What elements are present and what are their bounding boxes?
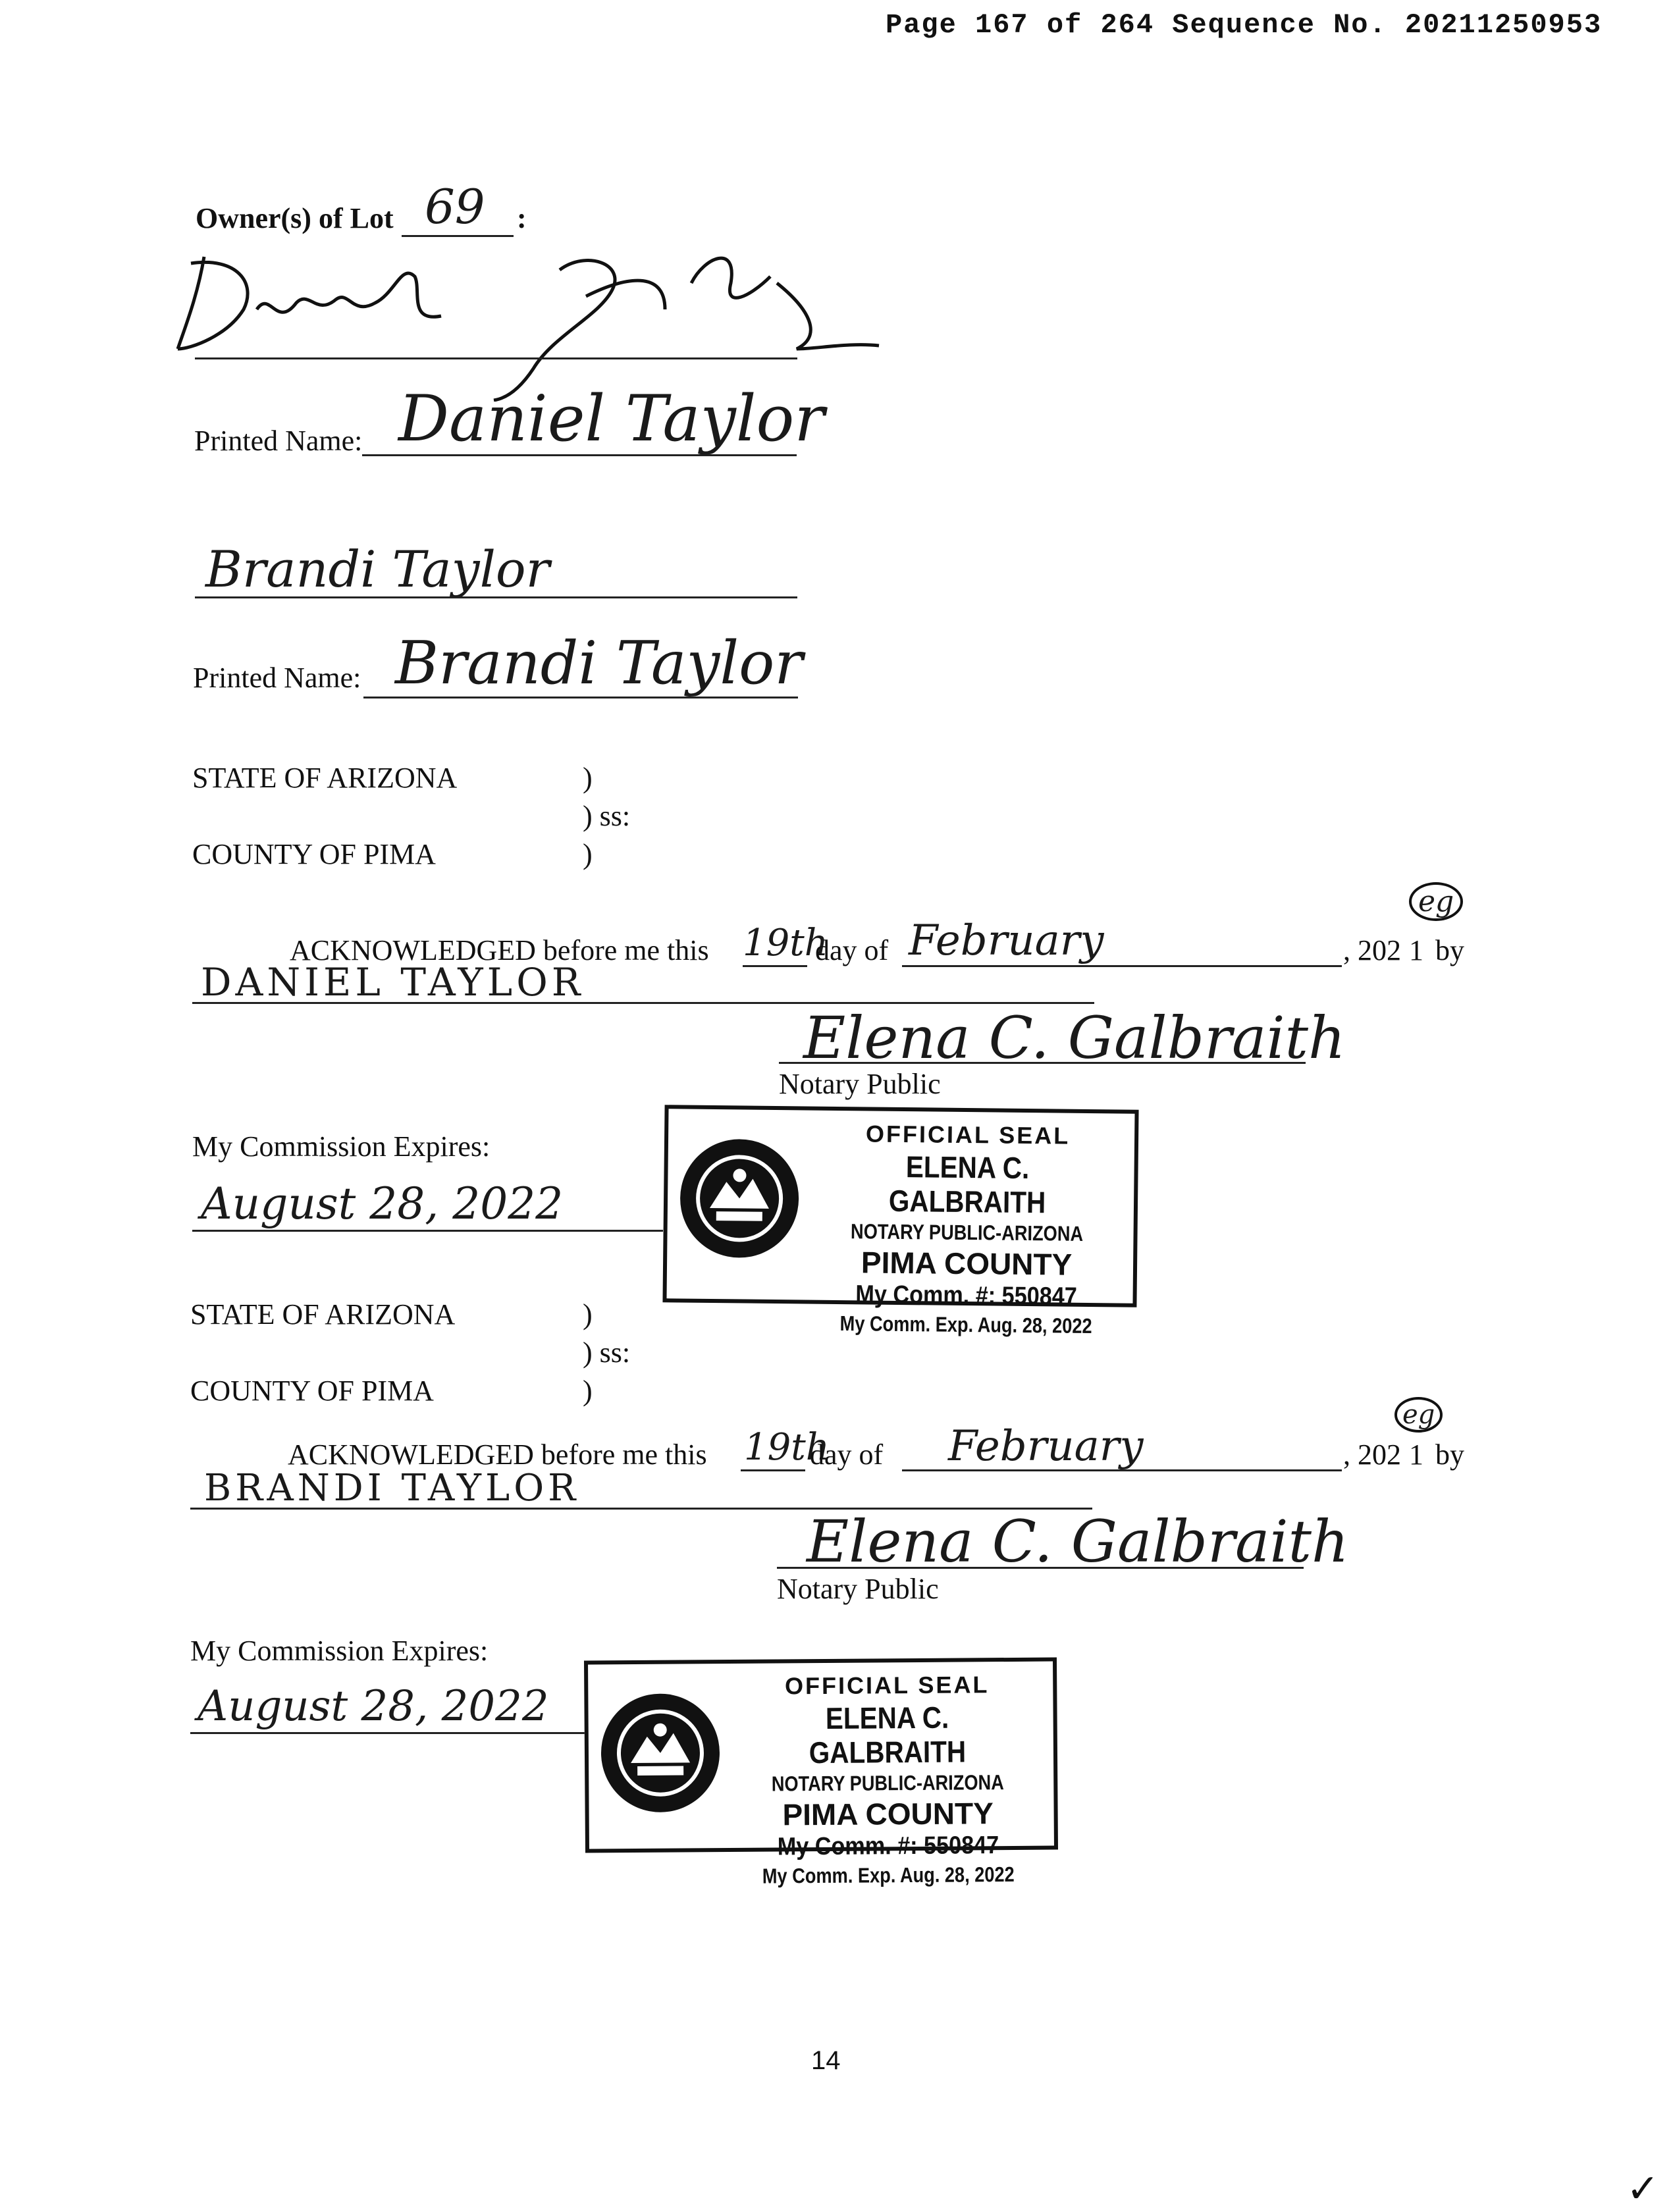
ack2-commission-date: August 28, 2022: [198, 1682, 549, 1731]
ack2-month-handwritten: February: [948, 1422, 1144, 1471]
ack2-day-of: day of: [810, 1438, 884, 1471]
notary-seal-stamp-1: [662, 1105, 1138, 1338]
ack1-commission-line: [192, 1230, 663, 1232]
ack1-year-prefix: , 202: [1343, 934, 1401, 966]
check-mark-icon: ✓: [1626, 2167, 1660, 2211]
arizona-seal-emblem-icon: [676, 1135, 803, 1261]
ack1-paren-1: ): [583, 762, 593, 794]
printed-name-label-1: Printed Name:: [194, 425, 363, 457]
ack2-ss: ) ss:: [583, 1336, 631, 1369]
ack1-paren-2: ): [583, 838, 593, 870]
seal2-line-comm-number: My Comm. #: 550847: [777, 1831, 999, 1861]
ack1-commission-date: August 28, 2022: [201, 1178, 564, 1229]
owner-lot-label: Owner(s) of Lot: [196, 202, 394, 234]
ack2-person-handwritten: BRANDI TAYLOR: [204, 1467, 580, 1510]
seal1-line-notary: NOTARY PUBLIC-ARIZONA: [850, 1219, 1084, 1246]
seal2-line-notary: NOTARY PUBLIC-ARIZONA: [771, 1770, 1004, 1796]
ack2-notary-label: Notary Public: [777, 1573, 939, 1605]
ack1-day-of: day of: [815, 934, 889, 966]
ack2-day-handwritten: 19th: [744, 1426, 830, 1469]
seal2-line-official: OFFICIAL SEAL: [784, 1671, 990, 1700]
seal1-line-comm-exp: My Comm. Exp. Aug. 28, 2022: [839, 1311, 1092, 1338]
ack2-paren-1: ): [583, 1298, 593, 1330]
ack2-county: COUNTY OF PIMA: [190, 1375, 434, 1407]
seal2-line-county: PIMA COUNTY: [782, 1796, 994, 1832]
ack2-text: ACKNOWLEDGED before me this: [288, 1438, 707, 1471]
ack1-month-handwritten: February: [909, 916, 1104, 965]
ack1-by: by: [1435, 934, 1464, 966]
arizona-seal-emblem-icon: [597, 1690, 723, 1816]
ack1-initials: eg: [1409, 882, 1463, 921]
seal2-line-name: ELENA C. GALBRAITH: [809, 1700, 967, 1770]
owner-lot-colon: :: [517, 202, 527, 234]
seal1-line-comm-number: My Comm. #: 550847: [855, 1280, 1078, 1311]
ack1-notary-label: Notary Public: [779, 1068, 941, 1100]
ack1-person-handwritten: DANIEL TAYLOR: [201, 960, 585, 1005]
notary-seal-stamp-2: [584, 1657, 1058, 1888]
signature-brandi-taylor: Brandi Taylor: [205, 540, 550, 598]
seal1-line-county: PIMA COUNTY: [861, 1245, 1073, 1282]
ack1-county: COUNTY OF PIMA: [192, 838, 436, 870]
ack1-commission-label: My Commission Expires:: [192, 1130, 491, 1163]
ack1-notary-signature: Elena C. Galbraith: [803, 1004, 1346, 1072]
ack2-year-prefix: , 202: [1343, 1438, 1401, 1471]
printed-name-handwritten-1: Daniel Taylor: [398, 382, 825, 456]
ack1-day-handwritten: 19th: [743, 922, 828, 964]
ack2-day-line: [741, 1469, 805, 1471]
signature-line-1: [195, 357, 797, 359]
ack2-year-digit: 1: [1409, 1438, 1423, 1471]
ack1-ss: ) ss:: [583, 800, 631, 832]
ack2-state: STATE OF ARIZONA: [190, 1298, 456, 1330]
ack2-notary-signature: Elena C. Galbraith: [807, 1508, 1349, 1575]
seal2-line-comm-exp: My Comm. Exp. Aug. 28, 2022: [762, 1862, 1015, 1888]
ack2-commission-line: [190, 1732, 593, 1734]
ack1-text: ACKNOWLEDGED before me this: [290, 934, 709, 966]
ack1-day-line: [743, 965, 807, 967]
printed-name-handwritten-2: Brandi Taylor: [395, 629, 803, 698]
printed-name-label-2: Printed Name:: [193, 662, 361, 694]
ack2-commission-label: My Commission Expires:: [190, 1635, 489, 1667]
seal1-line-name: ELENA C. GALBRAITH: [888, 1149, 1046, 1220]
ack1-month-line: [902, 965, 1342, 967]
ack2-initials: eg: [1394, 1397, 1443, 1433]
ack1-state: STATE OF ARIZONA: [192, 762, 458, 794]
page-sequence-header: Page 167 of 264 Sequence No. 20211250953: [886, 9, 1603, 41]
lot-number-handwritten: 69: [425, 179, 485, 234]
page-number: 14: [811, 2046, 841, 2075]
ack2-paren-2: ): [583, 1375, 593, 1407]
signature-line-2: [195, 596, 797, 598]
ack2-by: by: [1435, 1438, 1464, 1471]
ack1-year-digit: 1: [1409, 934, 1423, 966]
seal1-line-official: OFFICIAL SEAL: [865, 1120, 1071, 1149]
